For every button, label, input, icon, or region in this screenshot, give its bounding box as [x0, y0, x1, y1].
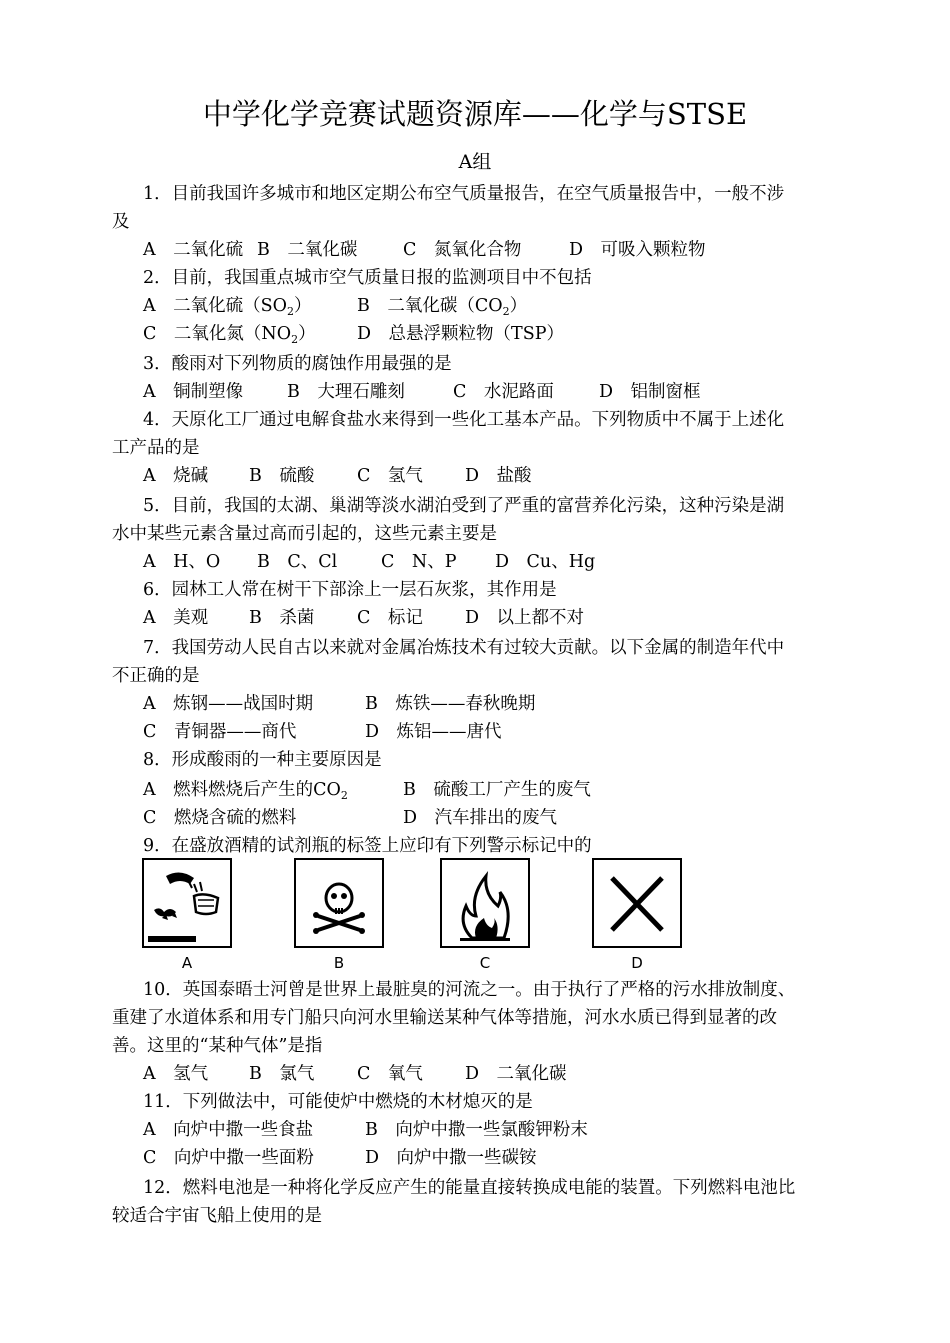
- question-2-options-cd: [143, 320, 564, 348]
- question-2: 2．目前，我国重点城市空气质量日报的监测项目中不包括: [143, 268, 592, 288]
- question-11-options-ab: [143, 1116, 588, 1144]
- question-12: 12．燃料电池是一种将化学反应产生的能量直接转换成电能的装置。下列燃料电池比: [143, 1178, 796, 1198]
- option-c: C 青铜器——商代: [143, 722, 297, 742]
- option-c: C 二氧化氮$(NO_2)$: [143, 324, 316, 346]
- option-d: D 总悬浮颗粒物（TSP）: [357, 324, 564, 344]
- option-b: B C、Cl: [257, 552, 338, 572]
- question-11-options-cd: [143, 1144, 537, 1172]
- option-c: C 向炉中撒一些面粉: [143, 1148, 314, 1168]
- option-c: C 燃烧含硫的燃料: [143, 808, 297, 828]
- option-c: C 氢气: [357, 466, 423, 486]
- option-b: B 大理石雕刻: [287, 382, 405, 402]
- question-7-options-ab: [143, 690, 535, 718]
- option-b: B 二氧化碳: [257, 240, 358, 260]
- option-b: B 硫酸: [249, 466, 315, 486]
- question-10-options: [143, 1060, 567, 1088]
- question-3: 3．酸雨对下列物质的腐蚀作用最强的是: [143, 354, 452, 374]
- question-9: 9．在盛放酒精的试剂瓶的标签上应印有下列警示标记中的: [143, 836, 592, 856]
- question-1-cont: 及: [112, 212, 130, 232]
- option-a: A 二氧化硫$(SO_2)$: [143, 296, 312, 318]
- option-d: D 汽车排出的废气: [403, 808, 558, 828]
- question-10: 10．英国泰晤士河曾是世界上最脏臭的河流之一。由于执行了严格的污水排放制度、: [143, 980, 796, 1000]
- option-b: B 杀菌: [249, 608, 315, 628]
- question-1-options: [143, 236, 706, 264]
- figure-label-c: C: [479, 954, 491, 972]
- question-5-cont: 水中某些元素含量过高而引起的，这些元素主要是: [112, 524, 497, 544]
- skull-crossbones-icon: [294, 858, 384, 948]
- question-4: 4．天原化工厂通过电解食盐水来得到一些化工基本产品。下列物质中不属于上述化: [143, 410, 785, 430]
- option-b: B 氯气: [249, 1064, 315, 1084]
- question-11: 11．下列做法中，可能使炉中燃烧的木材熄灭的是: [143, 1092, 533, 1112]
- option-a: A 炼钢——战国时期: [143, 694, 314, 714]
- question-4-cont: 工产品的是: [112, 438, 200, 458]
- question-7-options-cd: [143, 718, 502, 746]
- flame-icon: [440, 858, 530, 948]
- corrosive-icon: [142, 858, 232, 948]
- option-b: B 二氧化碳$(CO_2)$: [357, 296, 528, 318]
- question-3-options: [143, 378, 701, 406]
- option-b: B 硫酸工厂产生的废气: [403, 780, 591, 800]
- question-5-options: [143, 548, 595, 576]
- figure-label-b: B: [333, 954, 345, 972]
- option-c: C 水泥路面: [453, 382, 554, 402]
- option-d: D 向炉中撒一些碳铵: [365, 1148, 537, 1168]
- question-1: 1．目前我国许多城市和地区定期公布空气质量报告，在空气质量报告中，一般不涉: [143, 184, 785, 204]
- question-10-cont-2: 善。这里的“某种气体”是指: [112, 1036, 323, 1056]
- question-7: 7．我国劳动人民自古以来就对金属冶炼技术有过较大贡献。以下金属的制造年代中: [143, 638, 785, 658]
- question-6-options: [143, 604, 584, 632]
- option-a: A 烧碱: [143, 466, 209, 486]
- option-c: C 标记: [357, 608, 423, 628]
- question-2-options-ab: [143, 292, 527, 320]
- figure-label-a: A: [181, 954, 193, 972]
- option-d: D 炼铝——唐代: [365, 722, 502, 742]
- figure-label-d: D: [631, 954, 643, 972]
- question-8: 8．形成酸雨的一种主要原因是: [143, 750, 382, 770]
- question-8-options-cd: [143, 804, 557, 832]
- option-d: D 以上都不对: [465, 608, 585, 628]
- option-b: B 向炉中撒一些氯酸钾粉末: [365, 1120, 588, 1140]
- question-7-cont: 不正确的是: [112, 666, 200, 686]
- question-4-options: [143, 462, 532, 490]
- option-a: A 二氧化硫: [143, 240, 244, 260]
- option-a: A 铜制塑像: [143, 382, 244, 402]
- warning-signs-figure: [140, 858, 680, 974]
- question-6: 6．园林工人常在树干下部涂上一层石灰浆，其作用是: [143, 580, 557, 600]
- option-a: A 向炉中撒一些食盐: [143, 1120, 314, 1140]
- option-a: A H、O: [143, 552, 221, 572]
- question-10-cont-1: 重建了水道体系和用专门船只向河水里输送某种气体等措施，河水水质已得到显著的改: [112, 1008, 777, 1028]
- option-a: A 美观: [143, 608, 209, 628]
- option-d: D 二氧化碳: [465, 1064, 567, 1084]
- option-b: B 炼铁——春秋晚期: [365, 694, 536, 714]
- option-a: A 燃料燃烧后产生的$CO_2$: [143, 780, 348, 802]
- cross-icon: [592, 858, 682, 948]
- option-d: D 铝制窗框: [599, 382, 701, 402]
- question-8-options-ab: [143, 776, 591, 804]
- question-5: 5．目前，我国的太湖、巢湖等淡水湖泊受到了严重的富营养化污染，这种污染是湖: [143, 496, 785, 516]
- option-c: C 氧气: [357, 1064, 423, 1084]
- page-title: 中学化学竞赛试题资源库——化学与STSE: [202, 97, 748, 131]
- group-heading: A组: [458, 151, 492, 173]
- option-c: C 氮氧化合物: [403, 240, 522, 260]
- option-d: D Cu、Hg: [495, 552, 596, 572]
- option-d: D 可吸入颗粒物: [569, 240, 706, 260]
- option-d: D 盐酸: [465, 466, 532, 486]
- question-12-cont: 较适合宇宙飞船上使用的是: [112, 1206, 322, 1226]
- option-a: A 氢气: [143, 1064, 209, 1084]
- option-c: C N、P: [381, 552, 457, 572]
